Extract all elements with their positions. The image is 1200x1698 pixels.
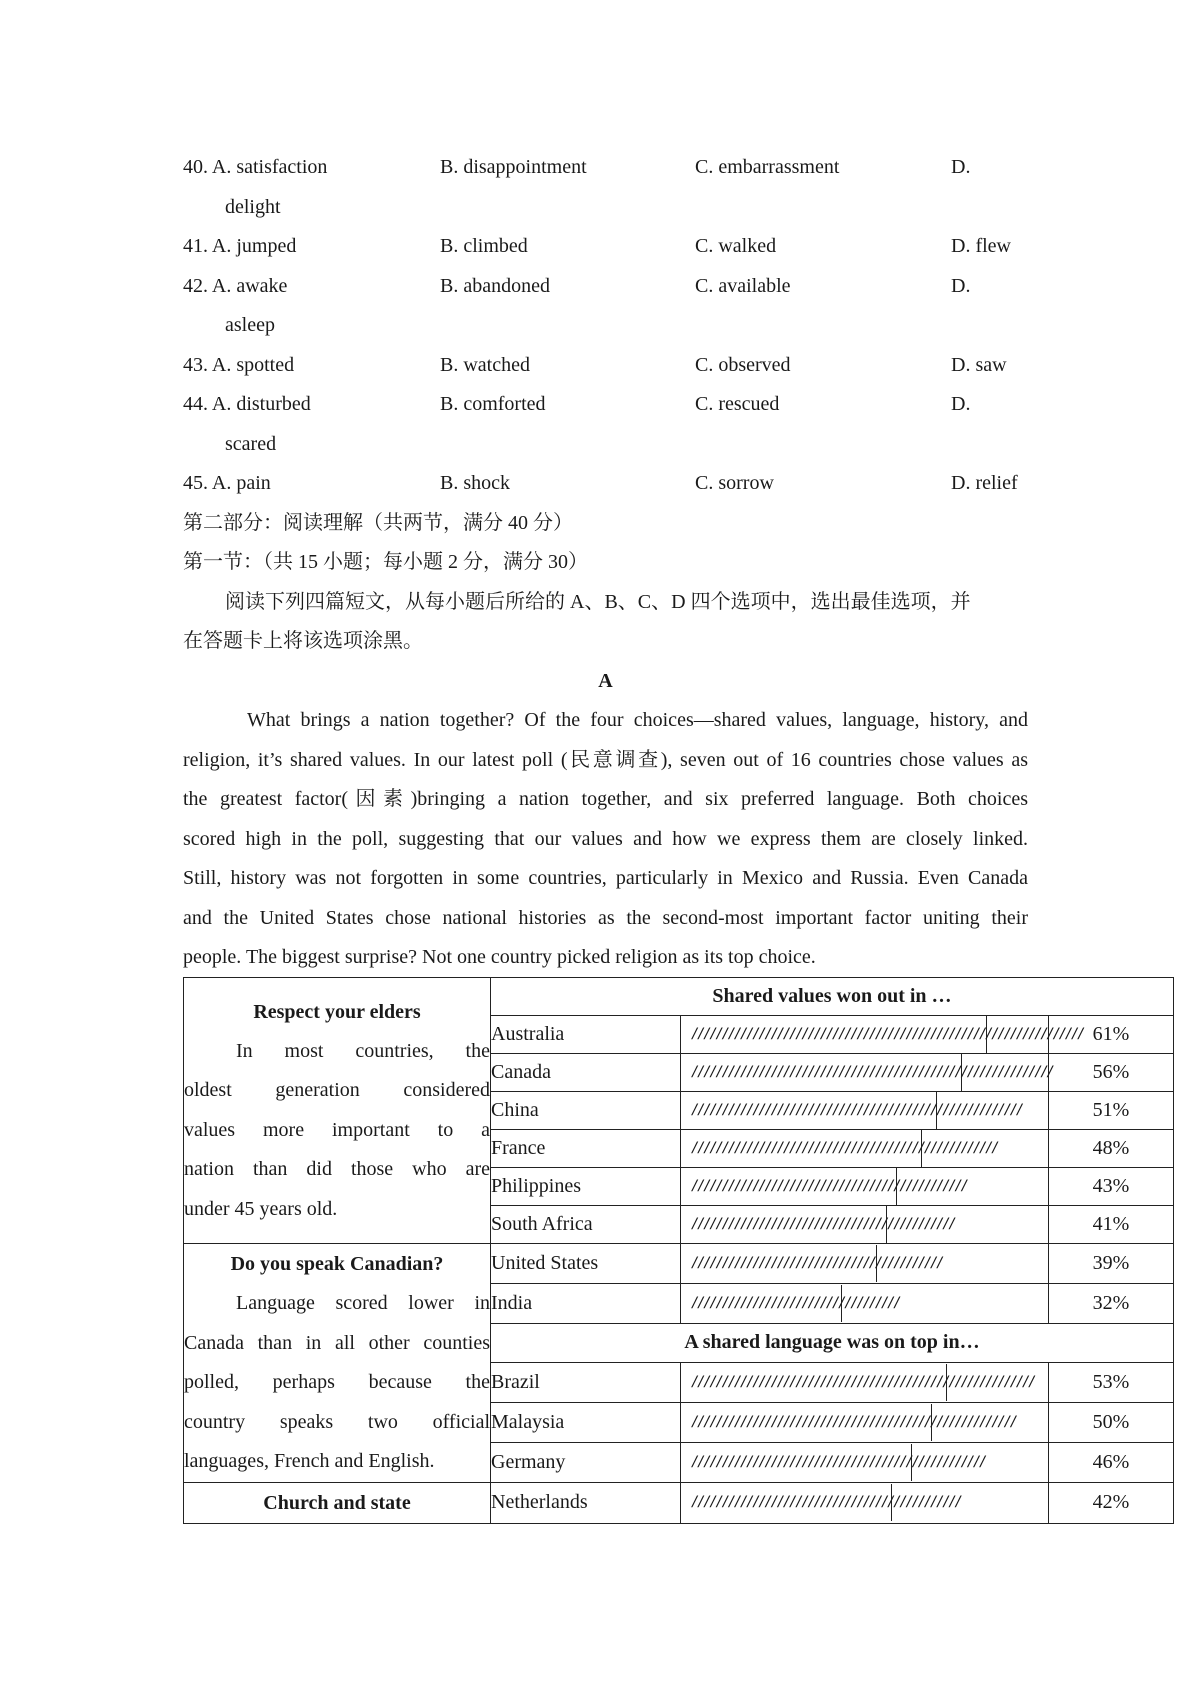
sidebar-note [184,1244,491,1483]
country-name: South Africa [491,1206,681,1244]
sidebar-note-line: Language scored lower in [236,1292,490,1314]
option-a: 44. A. disturbed [183,393,311,415]
passage-line: What brings a nation together? Of the four choices—shared values, language, history, and [247,709,1028,731]
bar-cell [681,1403,1049,1443]
question-row [183,464,1028,504]
option-a: 43. A. spotted [183,353,295,376]
bar-cell [681,1206,1049,1244]
bar-track [681,1285,1048,1322]
bar-cell [681,1283,1049,1323]
bar-cell [681,1168,1049,1206]
bar-track [681,1444,1048,1481]
passage-line: Still, history was not forgotten in some countries, particularly in Mexico and Russia. Even Canada [183,867,1028,889]
percent-value: 50% [1049,1403,1174,1443]
option-c: C. embarrassment [695,156,840,178]
sidebar-note-line: In most countries, the [236,1039,490,1062]
country-name: United States [491,1244,681,1284]
option-b: B. abandoned [440,274,550,297]
option-d: D. [951,393,971,415]
bar-track [681,1404,1048,1441]
bar-track [681,1484,1048,1521]
country-name: Netherlands [491,1482,681,1523]
passage-letter: A [598,669,613,692]
sidebar-note-line: nation than did those who are [184,1158,490,1181]
bar-track [681,1092,1048,1129]
option-c: C. sorrow [695,472,774,494]
country-name: India [491,1283,681,1323]
sidebar-note [184,978,491,1244]
percent-value: 32% [1049,1283,1174,1323]
bar-track [681,1016,1084,1053]
country-name: Philippines [491,1168,681,1206]
question-row [183,385,1028,425]
bar-cell [681,1244,1049,1284]
table-row [184,978,1174,1016]
bar-track [681,1206,1048,1243]
percent-value: 48% [1049,1130,1174,1168]
bar-cell [681,1016,1084,1054]
passage-line: and the United States chose national histories as the second-most important factor uniting their [183,906,1028,929]
bar-fill: ////////////////////////////////// [681,1285,842,1322]
option-b: B. watched [440,353,530,376]
option-d: D. [951,274,971,297]
bar-fill: ///////////////////////////////////////////////////// [681,1404,932,1441]
bar-fill: /////////////////////////////////////////////////////////// [681,1054,962,1091]
poll-table [183,977,1174,1524]
bar-fill: /////////////////////////////////////////// [681,1206,887,1243]
sidebar-note-line: oldest generation considered [184,1079,490,1102]
option-a: 42. A. awake [183,274,288,297]
section-header: A shared language was on top in… [491,1323,1174,1363]
option-a: 41. A. jumped [183,235,297,257]
option-a: 45. A. pain [183,472,271,494]
bar-cell [681,1054,1053,1092]
sidebar-note-line: languages, French and English. [184,1450,435,1472]
option-d-wrapped: delight [225,195,281,218]
country-name: France [491,1130,681,1168]
option-d: D. relief [951,472,1018,494]
bar-cell [681,1130,1049,1168]
percent-value: 61% [1049,1016,1174,1054]
bar-fill: ///////////////////////////////////////// [681,1245,877,1282]
sidebar-note-line: polled, perhaps because the [184,1371,490,1393]
option-a: 40. A. satisfaction [183,156,328,178]
bar-fill: //////////////////////////////////////////// [681,1484,892,1521]
option-d: D. flew [951,235,1011,257]
instruction-line-2: 在答题卡上将该选项涂黑。 [183,630,423,652]
option-b: B. disappointment [440,156,587,178]
percent-value: 51% [1049,1092,1174,1130]
country-name: Australia [491,1016,681,1054]
sidebar-note [184,1482,491,1523]
passage-line: people. The biggest surprise? Not one country picked religion as its top choice. [183,946,816,968]
bar-fill: //////////////////////////////////////////////////////// [681,1364,947,1401]
table-row [184,1482,1174,1523]
option-d-wrapped: asleep [225,314,275,336]
question-row-continued [183,188,1028,228]
sidebar-note-line: country speaks two official [184,1410,490,1433]
bar-cell [681,1482,1049,1523]
bar-cell [681,1092,1049,1130]
sidebar-note-line: Canada than in all other counties [184,1331,490,1354]
percent-value: 46% [1049,1442,1174,1482]
option-b: B. climbed [440,235,528,257]
instruction-line-1: 阅读下列四篇短文，从每小题后所给的 A、B、C、D 四个选项中，选出最佳选项，并 [225,590,971,613]
percent-value: 56% [1049,1054,1174,1092]
section1-title: 第一节：（共 15 小题；每小题 2 分，满分 30） [183,551,588,573]
country-name: Brazil [491,1363,681,1403]
option-c: C. observed [695,353,791,376]
bar-track [681,1364,1048,1401]
option-c: C. rescued [695,393,780,415]
option-d: D. [951,156,971,178]
passage-text [183,701,1028,978]
bar-track [681,1245,1048,1282]
percent-value: 42% [1049,1482,1174,1523]
bar-fill: //////////////////////////////////////////////// [681,1444,912,1481]
exam-page [183,148,1028,978]
bar-track [681,1130,1048,1167]
sidebar-note-title: Respect your elders [253,1000,421,1023]
country-name: Malaysia [491,1403,681,1443]
option-b: B. shock [440,472,510,494]
option-c: C. available [695,274,791,297]
question-row-continued [183,425,1028,465]
country-name: Canada [491,1054,681,1092]
sidebar-note-line: under 45 years old. [184,1197,338,1220]
option-b: B. comforted [440,393,546,415]
question-row-continued [183,306,1028,346]
percent-value: 43% [1049,1168,1174,1206]
option-d: D. saw [951,353,1007,376]
bar-fill: ////////////////////////////////////////////////////// [681,1092,937,1129]
sidebar-note-line: values more important to a [184,1118,490,1141]
sidebar-note-title: Do you speak Canadian? [230,1253,444,1275]
passage-line: scored high in the poll, suggesting that our values and how we express them are closely linked. [183,827,1028,850]
question-row [183,346,1028,386]
bar-fill: //////////////////////////////////////////////////////////////// [681,1016,987,1053]
bar-fill: ///////////////////////////////////////////// [681,1168,897,1205]
percent-value: 41% [1049,1206,1174,1244]
bar-track [681,1054,1053,1091]
bar-fill: ////////////////////////////////////////////////// [681,1130,922,1167]
section-header: Shared values won out in … [491,978,1174,1016]
question-row [183,148,1028,188]
passage-line: religion, it’s shared values. In our latest poll (民意调查), seven out of 16 countries chose values as [183,748,1028,771]
country-name: Germany [491,1442,681,1482]
percent-value: 39% [1049,1244,1174,1284]
table-row [184,1244,1174,1284]
bar-cell [681,1442,1049,1482]
question-list [183,148,1028,504]
question-row [183,267,1028,307]
bar-track [681,1168,1048,1205]
question-row [183,227,1028,267]
option-c: C. walked [695,235,777,257]
bar-cell [681,1363,1049,1403]
section2-title: 第二部分：阅读理解（共两节，满分 40 分） [183,511,573,534]
country-name: China [491,1092,681,1130]
passage-line: the greatest factor(因素)bringing a nation together, and six preferred language. Both choices [183,788,1028,810]
option-d-wrapped: scared [225,432,277,455]
sidebar-note-title: Church and state [263,1491,411,1514]
percent-value: 53% [1049,1363,1174,1403]
